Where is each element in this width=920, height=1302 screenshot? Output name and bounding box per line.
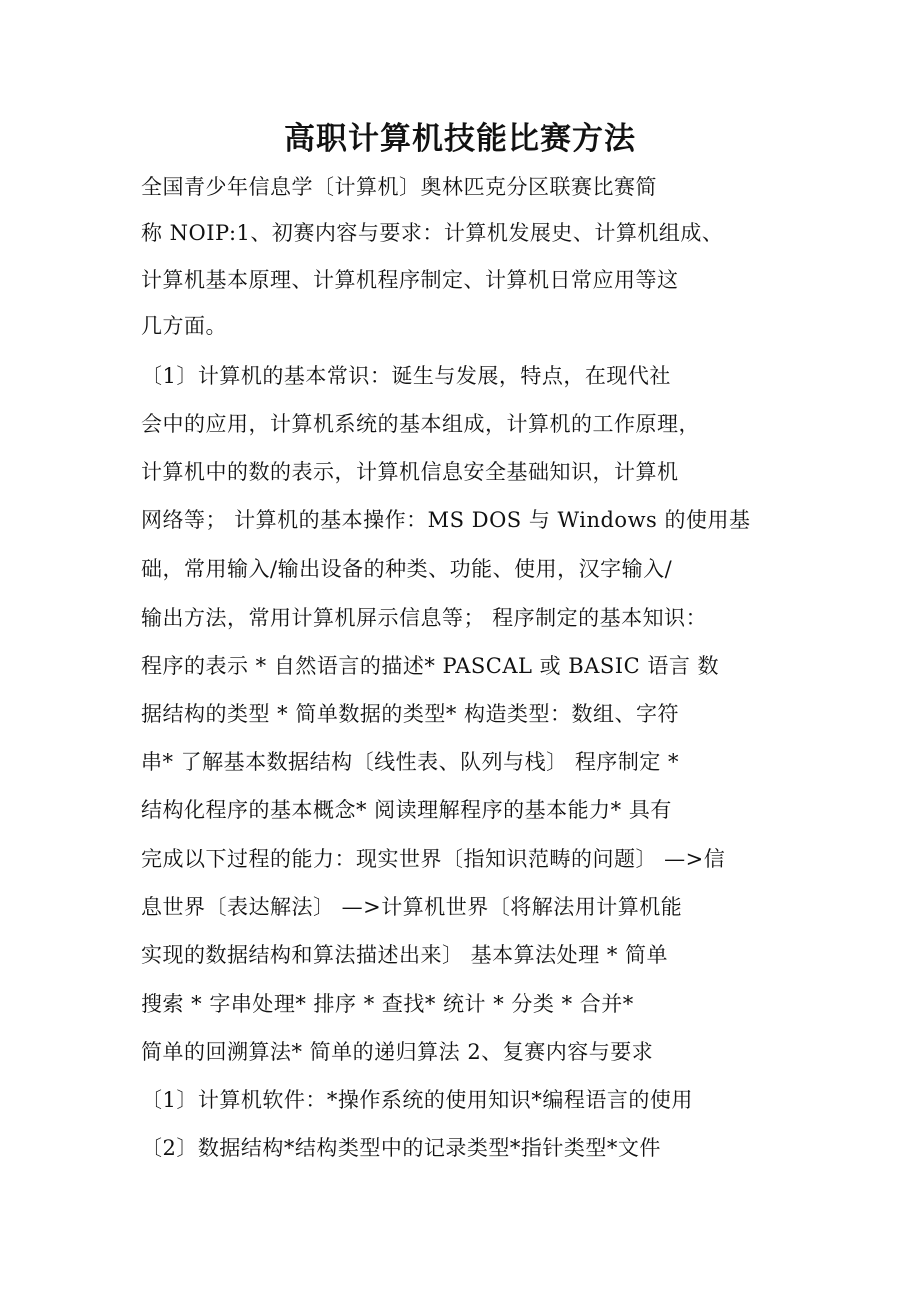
body-line-13: 串* 了解基本数据结构〔线性表、队列与栈〕 程序制定 * <box>141 750 680 774</box>
body-line-7: 计算机中的数的表示，计算机信息安全基础知识，计算机 <box>141 460 679 484</box>
body-line-11: 程序的表示 * 自然语言的描述* PASCAL 或 BASIC 语言 数 <box>141 654 720 678</box>
body-line-4: 几方面。 <box>141 314 227 338</box>
body-line-16: 息世界〔表达解法〕 —>计算机世界〔将解法用计算机能 <box>141 895 683 919</box>
body-line-21: 〔2〕数据结构*结构类型中的记录类型*指针类型*文件 <box>141 1136 661 1160</box>
body-line-20: 〔1〕计算机软件：*操作系统的使用知识*编程语言的使用 <box>141 1088 693 1112</box>
body-line-19: 简单的回溯算法* 简单的递归算法 2、复赛内容与要求 <box>141 1040 654 1064</box>
body-line-10: 输出方法，常用计算机屏示信息等； 程序制定的基本知识： <box>141 606 708 630</box>
document-title: 高职计算机技能比赛方法 <box>284 121 636 157</box>
body-line-18: 搜索 * 字串处理* 排序 * 查找* 统计 * 分类 * 合并* <box>141 992 634 1016</box>
body-line-17: 实现的数据结构和算法描述出来〕 基本算法处理 * 简单 <box>141 943 669 967</box>
body-line-6: 会中的应用，计算机系统的基本组成，计算机的工作原理， <box>141 412 700 436</box>
body-line-14: 结构化程序的基本概念* 阅读理解程序的基本能力* 具有 <box>141 798 672 822</box>
body-line-1: 全国青少年信息学〔计算机〕奥林匹克分区联赛比赛简 <box>141 175 657 199</box>
body-line-2: 称 NOIP:1、初赛内容与要求：计算机发展史、计算机组成、 <box>141 221 724 245</box>
body-line-9: 础，常用输入/输出设备的种类、功能、使用，汉字输入/ <box>141 557 673 581</box>
body-line-8: 网络等； 计算机的基本操作：MS DOS 与 Windows 的使用基 <box>141 508 751 532</box>
body-line-3: 计算机基本原理、计算机程序制定、计算机日常应用等这 <box>141 268 679 292</box>
body-line-5: 〔1〕计算机的基本常识：诞生与发展，特点，在现代社 <box>141 364 671 388</box>
body-line-12: 据结构的类型 * 简单数据的类型* 构造类型：数组、字符 <box>141 702 680 726</box>
body-line-15: 完成以下过程的能力：现实世界〔指知识范畴的问题〕 —>信 <box>141 847 726 871</box>
